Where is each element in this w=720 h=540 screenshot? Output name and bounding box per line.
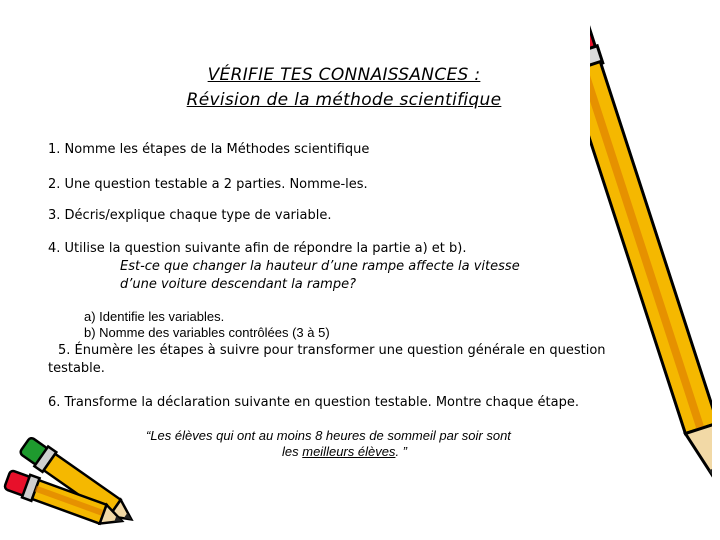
question-4-part-a: a) Identifie les variables. — [84, 309, 225, 324]
question-4-prompt-line1: Est-ce que changer la hauteur d’une rampe affecte la vitesse — [120, 259, 520, 274]
question-6: 6. Transforme la déclaration suivante en question testable. Montre chaque étape. — [48, 395, 579, 410]
pencils-icon — [0, 430, 150, 540]
question-4-prompt-line2: d’une voiture descendant la rampe? — [120, 277, 356, 292]
page-subtitle: Révision de la méthode scientifique — [186, 90, 502, 110]
quote-suffix: . ” — [395, 444, 407, 459]
question-4: 4. Utilise la question suivante afin de répondre la partie a) et b). — [48, 241, 467, 256]
quote-underlined: meilleurs élèves — [302, 444, 396, 459]
quote-prefix: les — [282, 444, 303, 459]
page-title: VÉRIFIE TES CONNAISSANCES : — [207, 65, 481, 85]
question-1: 1. Nomme les étapes de la Méthodes scientifique — [48, 142, 370, 157]
question-4-part-b: b) Nomme des variables contrôlées (3 à 5) — [84, 325, 330, 340]
quote-line1: “Les élèves qui ont au moins 8 heures de sommeil par soir sont — [146, 428, 511, 443]
pencil-icon — [590, 0, 712, 520]
question-5-line1: 5. Énumère les étapes à suivre pour transformer une question générale en question — [58, 343, 606, 358]
question-2: 2. Une question testable a 2 parties. Nomme-les. — [48, 177, 368, 192]
question-3: 3. Décris/explique chaque type de variable. — [48, 208, 332, 223]
question-5-line2: testable. — [48, 361, 105, 376]
quote-line2 — [282, 444, 407, 459]
